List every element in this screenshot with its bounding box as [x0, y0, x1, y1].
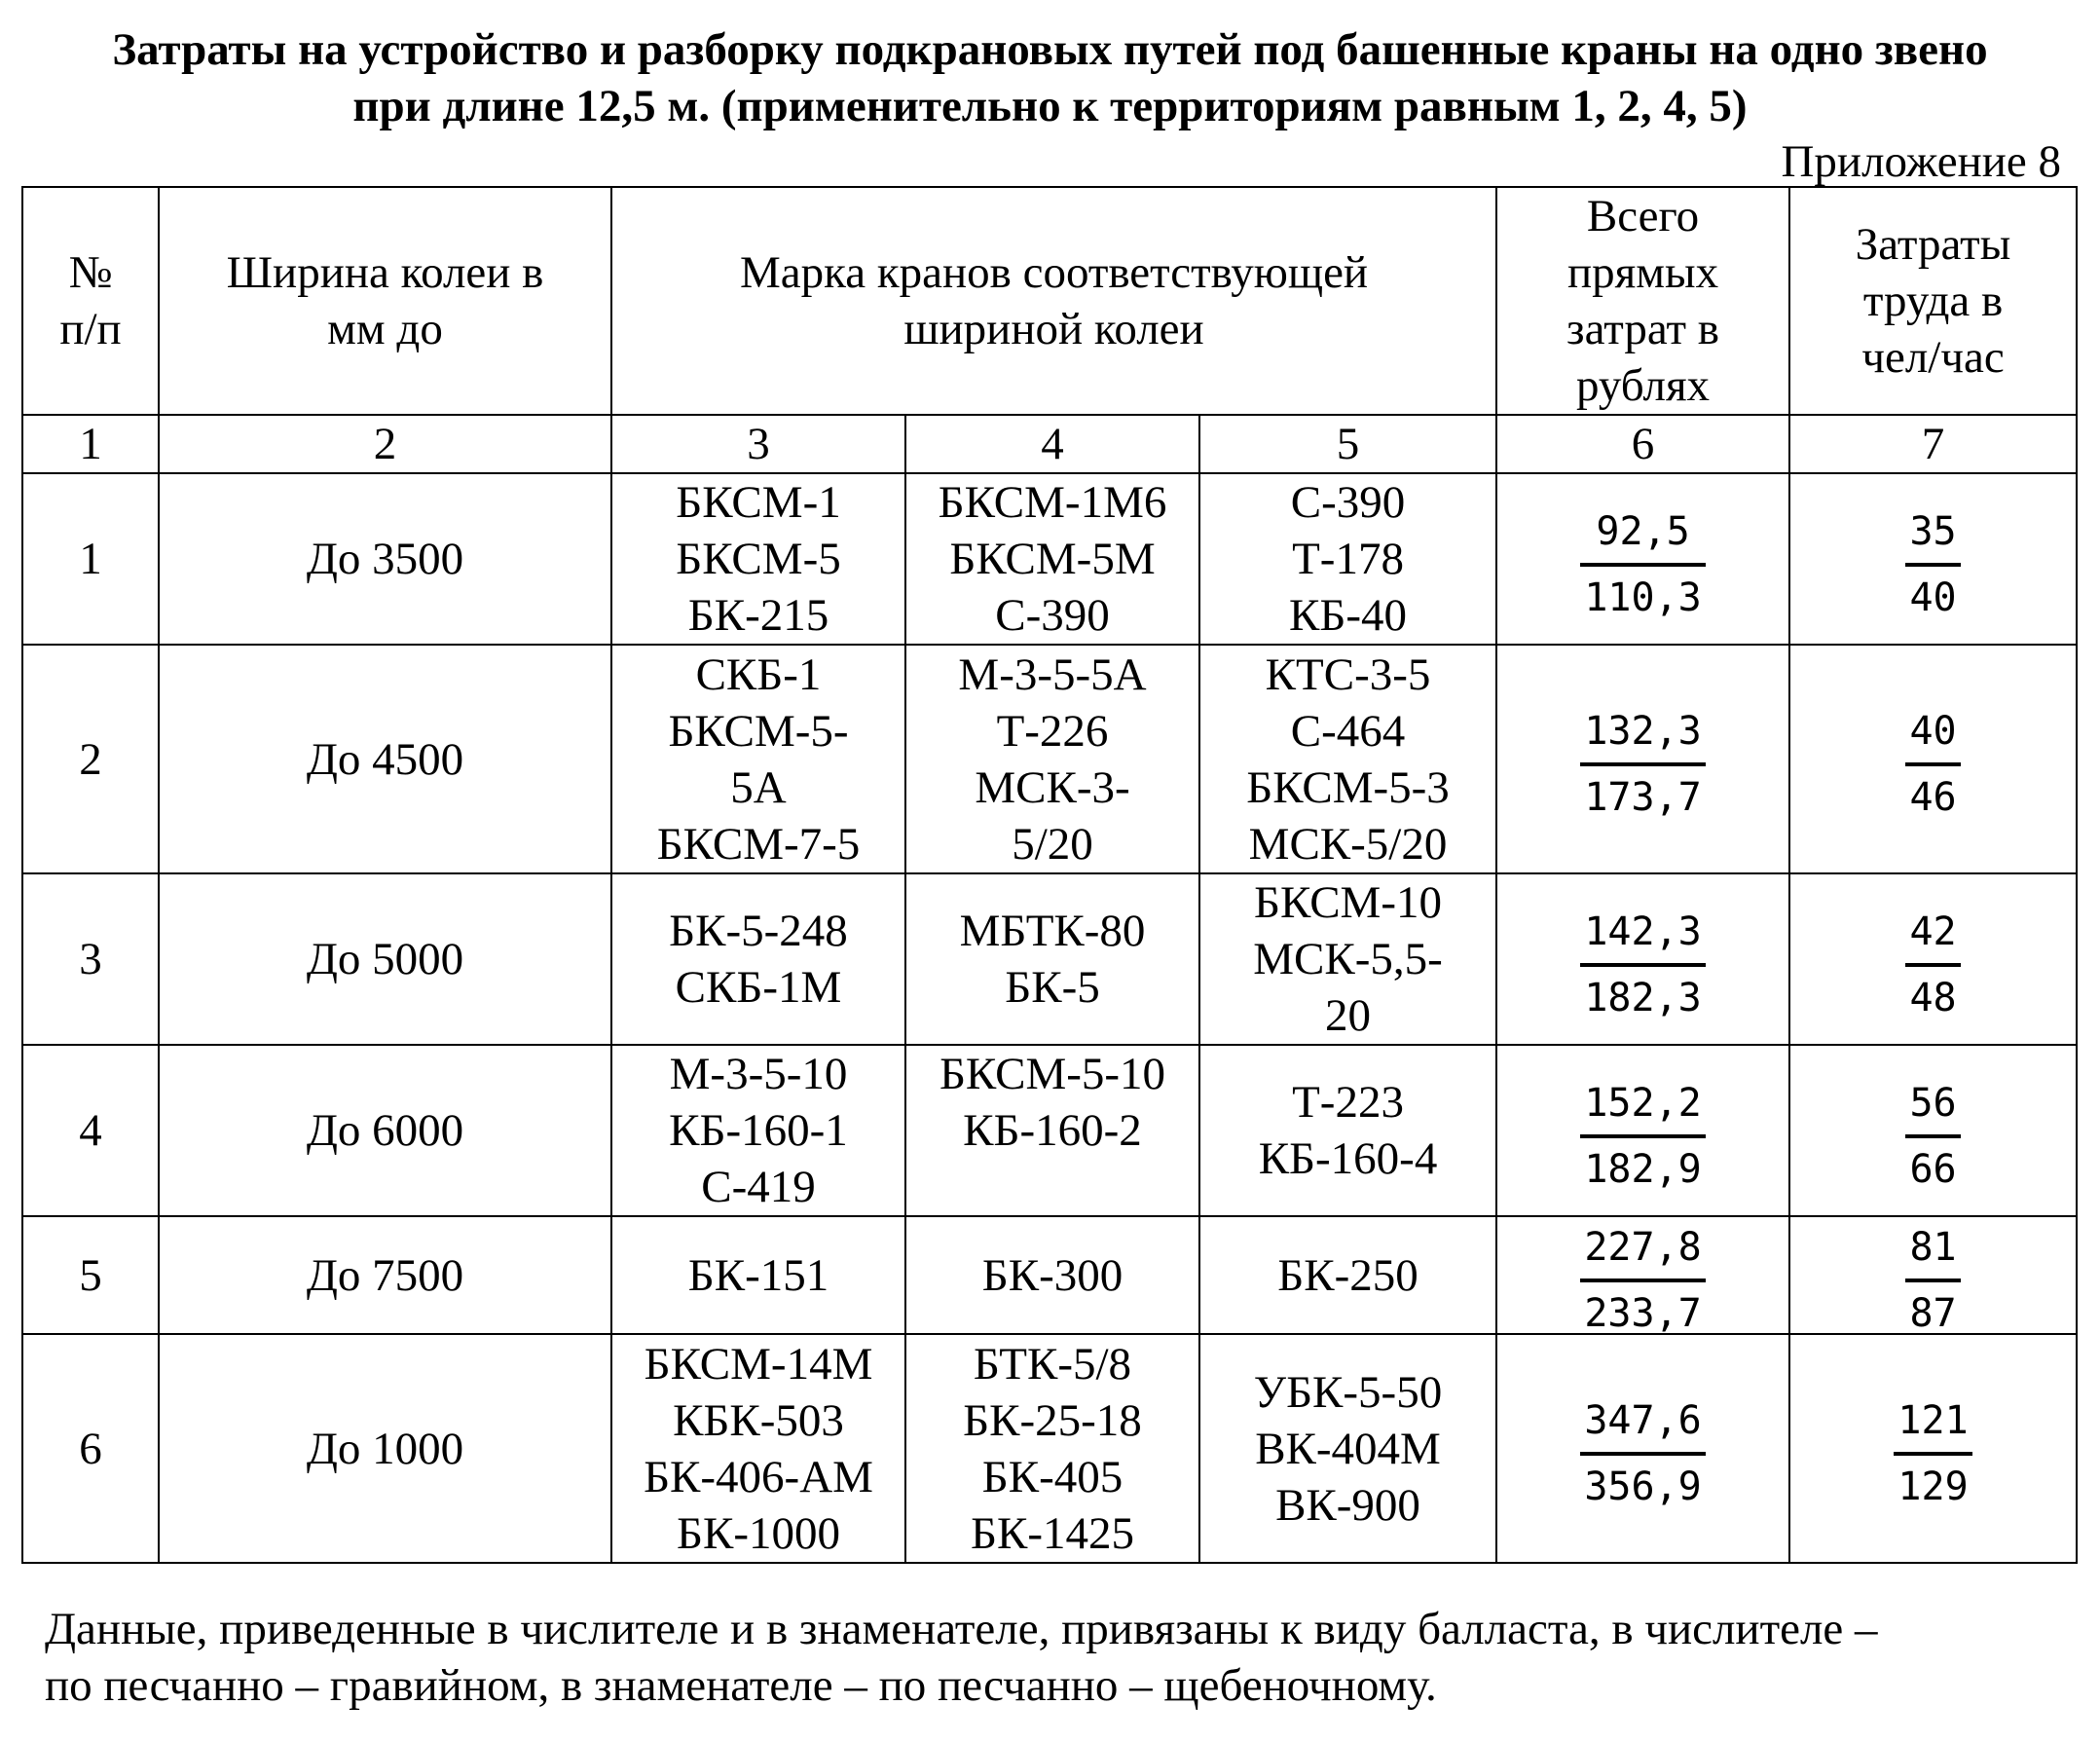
crane-brands-col4 — [905, 873, 1199, 1045]
cost-numerator: 227,8 — [1584, 1225, 1702, 1270]
row-number: 5 — [22, 1216, 159, 1334]
cost-numerator: 152,2 — [1584, 1080, 1702, 1126]
crane-brand: БКСМ-5 — [676, 534, 841, 584]
crane-brand: С-419 — [701, 1162, 816, 1212]
crane-brand: БКСМ-1М6 — [938, 477, 1167, 528]
header-direct-costs-line-4: рублях — [1575, 360, 1711, 411]
cost-numerator: 132,3 — [1584, 709, 1702, 754]
crane-brands-col3 — [611, 473, 905, 645]
crane-brand: БК-1425 — [971, 1507, 1134, 1559]
footnote-line-1: Данные, приведенные в числителе и в знаменателе, привязаны к виду балласта, в числителе – — [45, 1604, 1878, 1654]
crane-brand: БКСМ-14М — [644, 1338, 873, 1390]
header-direct-costs-line-1: Всего — [1586, 191, 1700, 241]
crane-brands-col3 — [611, 645, 905, 873]
row-number: 1 — [22, 473, 159, 645]
title-line-1: Затраты на устройство и разборку подкрановых путей под башенные краны на одно звено — [112, 24, 1988, 75]
crane-brand: БК-5 — [1005, 962, 1100, 1013]
row-number: 3 — [22, 873, 159, 1045]
header-direct-costs-line-3: затрат в — [1566, 304, 1719, 354]
crane-brand: БКСМ-5-10 — [939, 1049, 1166, 1099]
labor-numerator: 121 — [1897, 1398, 1969, 1443]
title-line-2: при длине 12,5 м. (применительно к территориям равным 1, 2, 4, 5) — [352, 81, 1748, 131]
labor-denominator: 48 — [1909, 975, 1957, 1020]
header-crane-brand-line-2: шириной колеи — [903, 304, 1204, 354]
crane-brand: БК-25-18 — [963, 1394, 1142, 1446]
table-row — [22, 1334, 2077, 1563]
labor-denominator: 40 — [1909, 574, 1957, 620]
column-number: 4 — [905, 415, 1199, 473]
crane-brand: КБ-40 — [1289, 590, 1408, 641]
cost-denominator: 356,9 — [1584, 1464, 1702, 1509]
crane-brand: ВК-900 — [1275, 1479, 1420, 1531]
crane-brand: БКСМ-7-5 — [656, 818, 861, 870]
column-number-row — [22, 415, 2077, 473]
labor-denominator: 66 — [1909, 1146, 1957, 1192]
crane-brands-col3 — [611, 1045, 905, 1216]
crane-brands-col5 — [1199, 645, 1496, 873]
crane-brand: Т-226 — [996, 705, 1109, 757]
labor-cost-fraction — [1789, 873, 2077, 1045]
labor-cost-fraction — [1789, 473, 2077, 645]
crane-brand: Т-223 — [1292, 1077, 1404, 1128]
crane-brand: УБК-5-50 — [1253, 1366, 1443, 1418]
crane-brands-col3 — [611, 1216, 905, 1334]
crane-brand: БКСМ-5- — [668, 705, 849, 757]
crane-brands-col5 — [1199, 473, 1496, 645]
direct-cost-fraction — [1496, 645, 1789, 873]
footnote — [45, 1601, 2070, 1714]
appendix-label: Приложение 8 — [1781, 136, 2061, 187]
column-number: 1 — [22, 415, 159, 473]
crane-brands-col3 — [611, 873, 905, 1045]
crane-brand: 5А — [730, 761, 787, 813]
crane-brands-col4 — [905, 645, 1199, 873]
labor-denominator: 87 — [1909, 1291, 1957, 1334]
header-crane-brand-line-1: Марка кранов соответствующей — [739, 247, 1369, 298]
crane-brands-col4 — [905, 473, 1199, 645]
header-number — [22, 187, 159, 415]
crane-brand: БТК-5/8 — [973, 1338, 1132, 1390]
header-track-width-line-1: Ширина колеи в — [226, 247, 544, 298]
crane-brand: БК-405 — [981, 1451, 1124, 1502]
crane-brand: 5/20 — [1012, 818, 1093, 870]
header-labor-costs-line-1: Затраты — [1855, 219, 2011, 270]
track-width: До 3500 — [159, 473, 611, 645]
header-crane-brand — [611, 187, 1496, 415]
cost-denominator: 182,9 — [1584, 1146, 1702, 1192]
crane-brand: БКСМ-1 — [676, 477, 841, 528]
crane-brand: Т-178 — [1292, 534, 1404, 584]
header-track-width-line-2: мм до — [327, 304, 443, 354]
crane-brand: М-3-5-10 — [669, 1049, 848, 1099]
direct-cost-fraction — [1496, 1334, 1789, 1563]
cost-table — [21, 186, 2078, 1564]
crane-brand: МСК-5,5- — [1253, 934, 1443, 984]
header-track-width — [159, 187, 611, 415]
crane-brand: С-390 — [1290, 477, 1406, 528]
crane-brands-col4 — [905, 1045, 1199, 1216]
cost-denominator: 110,3 — [1584, 574, 1702, 620]
footnote-line-2: по песчанно – гравийном, в знаменателе – по песчанно – щебеночному. — [45, 1660, 1437, 1711]
track-width: До 4500 — [159, 645, 611, 873]
crane-brand: С-390 — [995, 590, 1110, 641]
crane-brand: ВК-404М — [1255, 1423, 1441, 1474]
direct-cost-fraction — [1496, 473, 1789, 645]
crane-brands-col5 — [1199, 1334, 1496, 1563]
track-width: До 5000 — [159, 873, 611, 1045]
cost-numerator: 92,5 — [1596, 508, 1690, 554]
header-row — [22, 187, 2077, 415]
table-row — [22, 645, 2077, 873]
crane-brand: БК-406-АМ — [644, 1451, 873, 1502]
cost-numerator: 347,6 — [1584, 1398, 1702, 1443]
crane-brand: С-464 — [1290, 705, 1406, 757]
crane-brand: БКСМ-5-3 — [1246, 761, 1450, 813]
row-number: 6 — [22, 1334, 159, 1563]
document-title — [0, 21, 2100, 134]
track-width: До 6000 — [159, 1045, 611, 1216]
column-number: 2 — [159, 415, 611, 473]
track-width: До 1000 — [159, 1334, 611, 1563]
header-direct-costs-line-2: прямых — [1566, 247, 1719, 298]
crane-brand: БК-250 — [1277, 1249, 1418, 1301]
crane-brand: БК-215 — [687, 590, 829, 641]
crane-brands-col3 — [611, 1334, 905, 1563]
labor-numerator: 40 — [1909, 709, 1957, 754]
table-row — [22, 873, 2077, 1045]
labor-cost-fraction — [1789, 645, 2077, 873]
crane-brand: КБ-160-4 — [1258, 1133, 1438, 1184]
labor-cost-fraction — [1789, 1216, 2077, 1334]
crane-brand: МСК-3- — [975, 761, 1130, 813]
table-row — [22, 473, 2077, 645]
crane-brand: БК-300 — [981, 1249, 1124, 1301]
direct-cost-fraction — [1496, 1216, 1789, 1334]
crane-brands-col4 — [905, 1334, 1199, 1563]
cost-denominator: 233,7 — [1584, 1291, 1702, 1334]
header-number-line-2: п/п — [59, 304, 122, 354]
column-number: 6 — [1496, 415, 1789, 473]
column-number: 7 — [1789, 415, 2077, 473]
column-number: 3 — [611, 415, 905, 473]
crane-brand: 20 — [1325, 990, 1372, 1041]
direct-cost-fraction — [1496, 873, 1789, 1045]
header-labor-costs-line-2: труда в — [1862, 276, 2004, 326]
header-direct-costs — [1496, 187, 1789, 415]
crane-brand: КТС-3-5 — [1265, 649, 1431, 700]
crane-brand: БКСМ-10 — [1254, 877, 1442, 928]
crane-brand: КБ-160-1 — [669, 1105, 848, 1156]
labor-cost-fraction — [1789, 1334, 2077, 1563]
cost-denominator: 173,7 — [1584, 775, 1702, 820]
crane-brand: БК-1000 — [677, 1507, 840, 1559]
crane-brand: МБТК-80 — [959, 906, 1146, 956]
header-labor-costs — [1789, 187, 2077, 415]
cost-denominator: 182,3 — [1584, 975, 1702, 1020]
crane-brand — [910, 1159, 1195, 1215]
crane-brand: СКБ-1М — [675, 962, 842, 1013]
labor-numerator: 81 — [1909, 1225, 1957, 1270]
crane-brand: БКСМ-5М — [949, 534, 1156, 584]
crane-brands-col5 — [1199, 873, 1496, 1045]
labor-numerator: 42 — [1909, 908, 1957, 954]
crane-brand: БК-5-248 — [669, 906, 848, 956]
track-width: До 7500 — [159, 1216, 611, 1334]
crane-brand: КБ-160-2 — [963, 1105, 1142, 1156]
labor-numerator: 35 — [1909, 508, 1957, 554]
table-row — [22, 1045, 2077, 1216]
header-number-line-1: № — [68, 247, 113, 298]
column-number: 5 — [1199, 415, 1496, 473]
row-number: 2 — [22, 645, 159, 873]
crane-brand: МСК-5/20 — [1248, 818, 1448, 870]
crane-brand: КБК-503 — [673, 1394, 844, 1446]
labor-denominator: 129 — [1897, 1464, 1969, 1509]
cost-numerator: 142,3 — [1584, 908, 1702, 954]
crane-brands-col5 — [1199, 1045, 1496, 1216]
crane-brands-col4 — [905, 1216, 1199, 1334]
direct-cost-fraction — [1496, 1045, 1789, 1216]
labor-numerator: 56 — [1909, 1080, 1957, 1126]
labor-cost-fraction — [1789, 1045, 2077, 1216]
labor-denominator: 46 — [1909, 775, 1957, 820]
crane-brand: БК-151 — [687, 1249, 829, 1301]
crane-brands-col5 — [1199, 1216, 1496, 1334]
table-row — [22, 1216, 2077, 1334]
crane-brand: М-3-5-5А — [958, 649, 1147, 700]
header-labor-costs-line-3: чел/час — [1861, 332, 2005, 383]
crane-brand: СКБ-1 — [695, 649, 822, 700]
row-number: 4 — [22, 1045, 159, 1216]
